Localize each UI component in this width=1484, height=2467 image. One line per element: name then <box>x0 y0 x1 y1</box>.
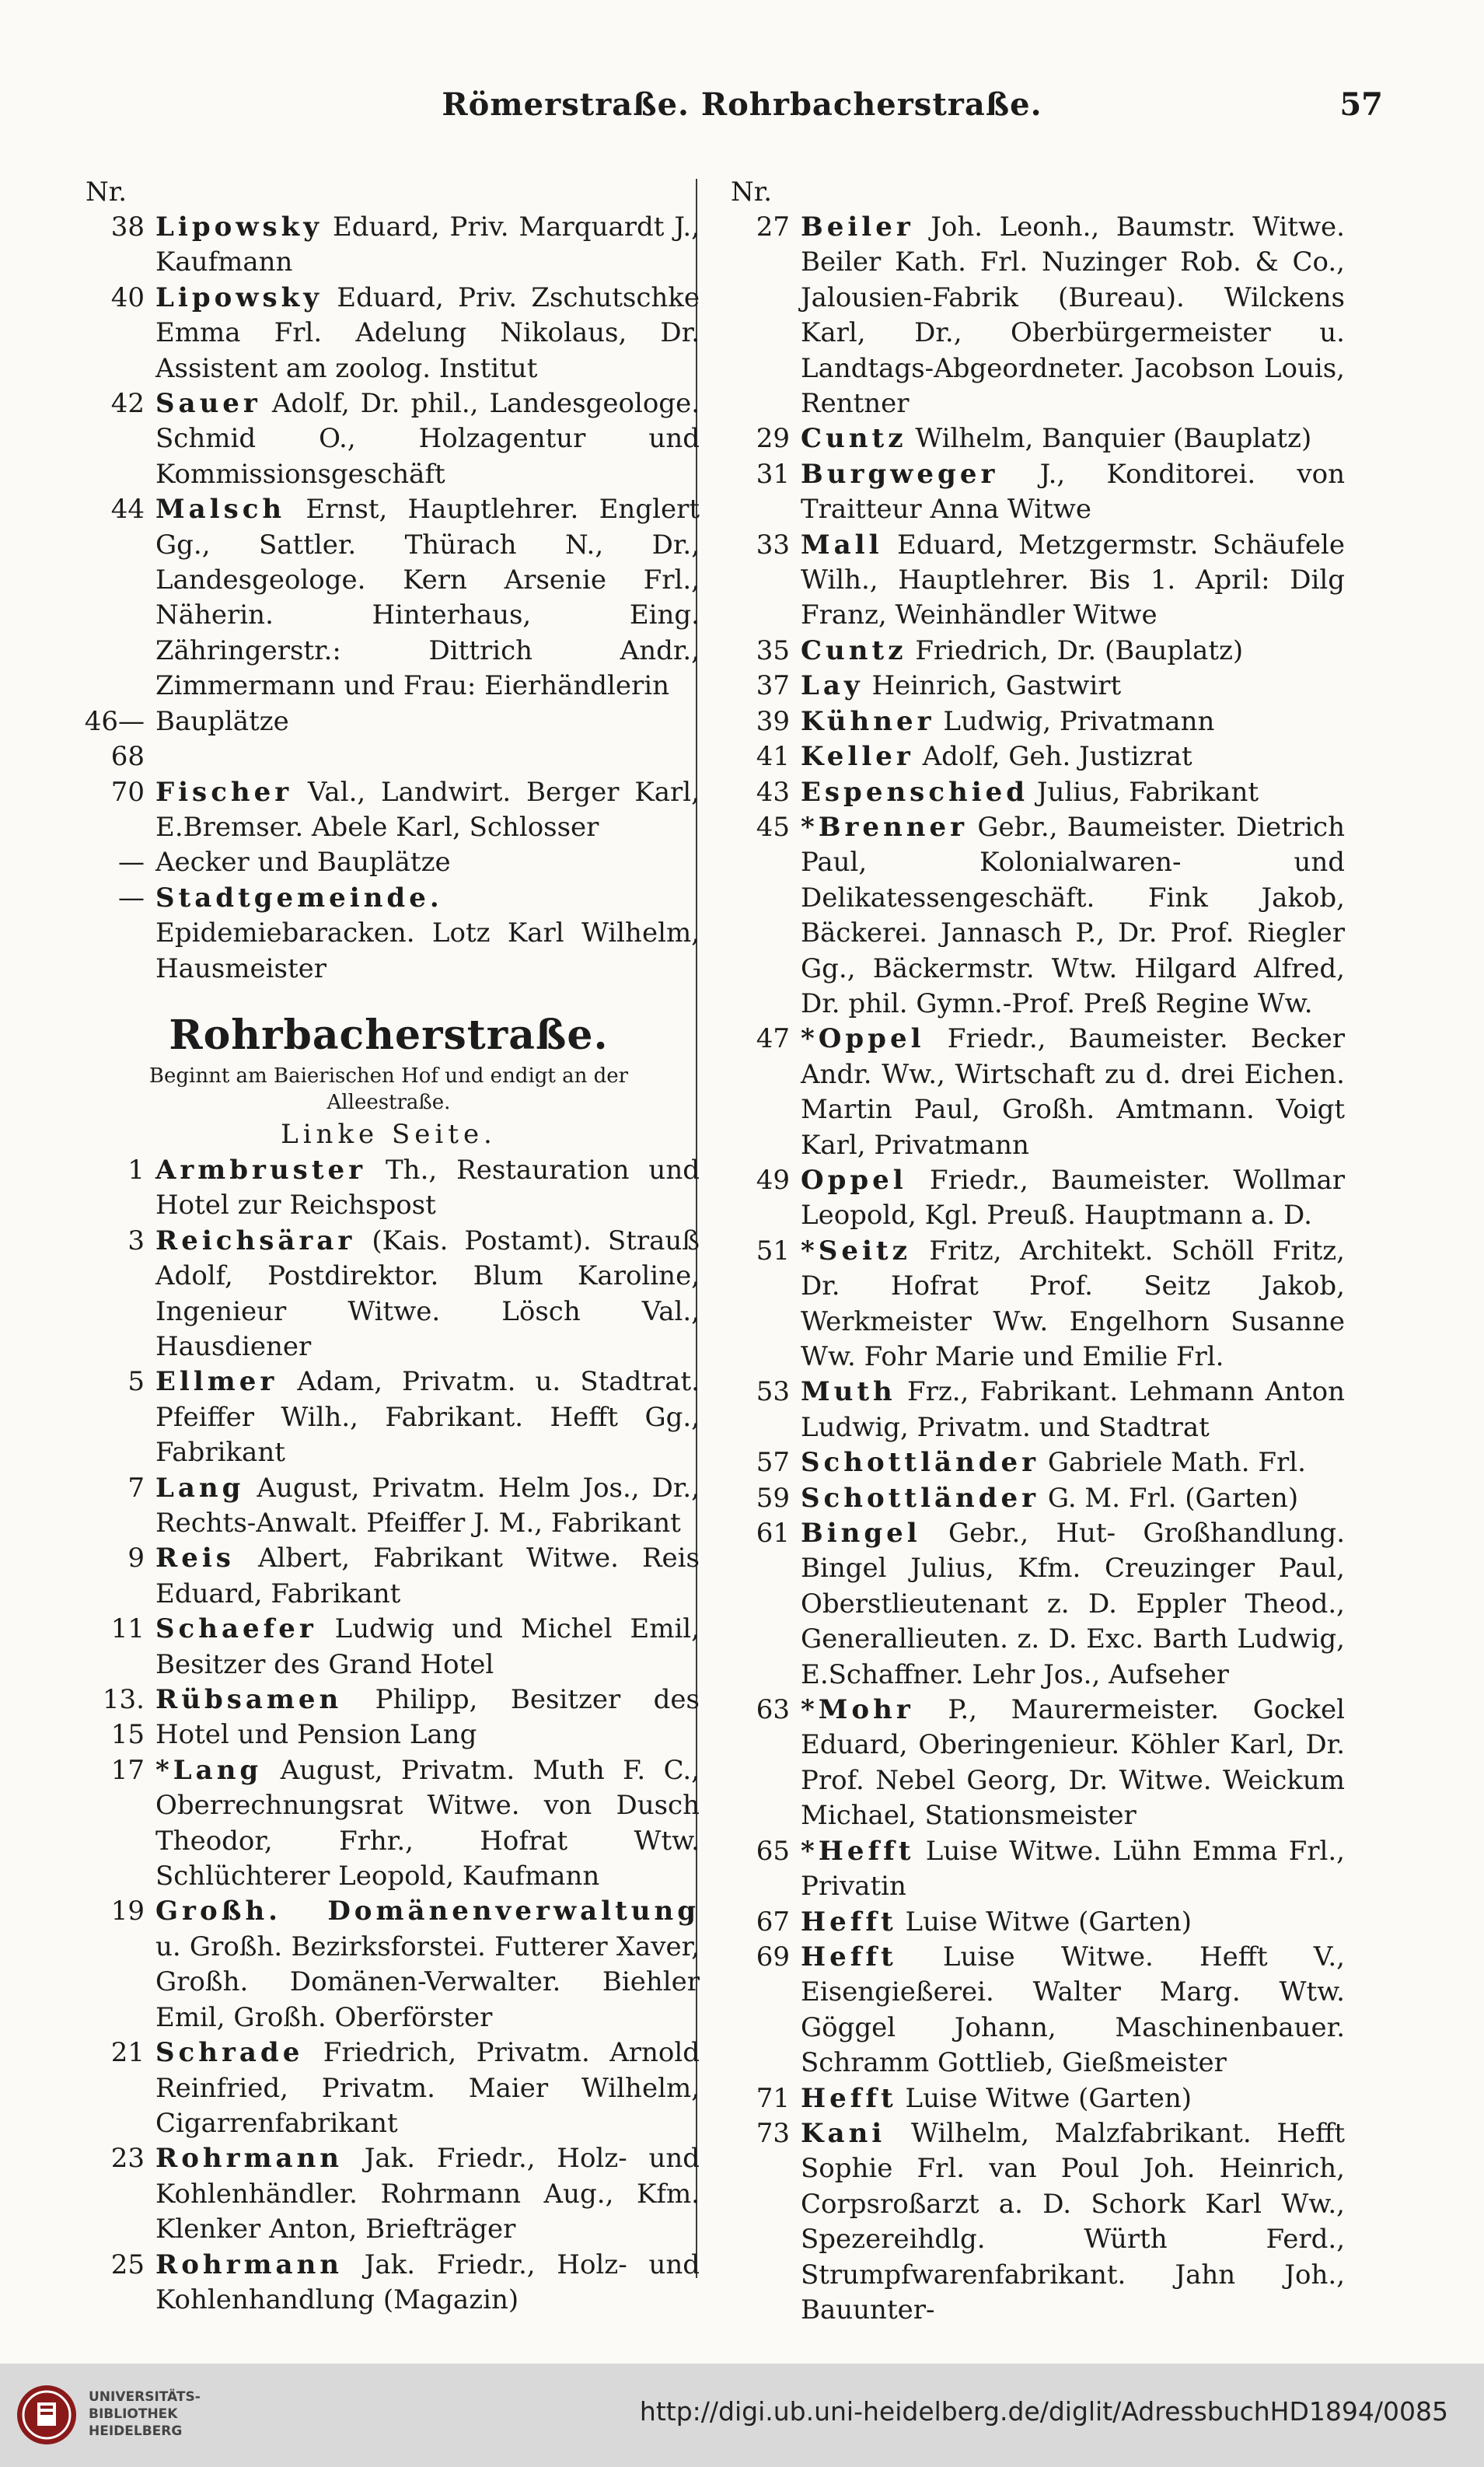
resident-name: Lay <box>801 670 864 702</box>
address-entry <box>723 1234 1345 1375</box>
entry-text <box>801 1481 1345 1516</box>
address-entry <box>78 386 700 492</box>
entry-details: Ludwig, Privatmann <box>934 705 1215 737</box>
entry-text <box>155 1153 700 1224</box>
entry-text <box>155 281 700 386</box>
entry-details: Luise Witwe. Hefft V., Eisengießerei. Walter Marg. Wtw. Göggel Johann, Maschinenbauer. Schramm Gottlieb, Gießmeister <box>801 1941 1345 2079</box>
house-number: — <box>118 882 145 914</box>
address-entry <box>723 457 1345 528</box>
entry-text <box>155 845 700 880</box>
resident-name: Beiler <box>801 211 914 243</box>
house-number: 73 <box>756 2117 790 2149</box>
house-number: 46—68 <box>84 705 145 773</box>
section-side: Linke Seite. <box>281 1118 497 1150</box>
house-number: 35 <box>756 634 790 666</box>
entry-details: Jak. Friedr., Holz- und Kohlenhändler. Rohrmann Aug., Kfm. Klenker Anton, Briefträger <box>155 2143 700 2245</box>
entry-text <box>801 1234 1345 1375</box>
right-column <box>723 175 1345 2328</box>
house-number: 47 <box>756 1023 790 1055</box>
address-entry <box>78 2248 700 2318</box>
nr-label: Nr. <box>731 176 773 208</box>
entry-details: Gebr., Baumeister. Dietrich Paul, Kolonialwaren- und Delikatessengeschäft. Fink Jakob, Bäckerei. Jannasch P., Dr. Prof. Riegler Gg., Bäckermstr. Wtw. Hilgard Alfred, Dr. phil. Gymn.-Prof. Preß Regine Ww. <box>801 811 1345 1019</box>
house-number: 33 <box>756 529 790 561</box>
nr-label: Nr. <box>86 176 127 208</box>
entry-details: Friedrich, Privatm. Arnold Reinfried, Privatm. Maier Wilhelm, Cigarrenfabrikant <box>155 2037 700 2139</box>
address-entry <box>723 1022 1345 1163</box>
address-entry <box>723 669 1345 704</box>
resident-name: Hefft <box>801 1906 897 1938</box>
resident-name: Burgweger <box>801 458 999 490</box>
resident-name: Schottländer <box>801 1447 1040 1479</box>
resident-name: Espenschied <box>801 776 1029 808</box>
entry-text <box>155 881 700 987</box>
address-entry <box>78 1471 700 1542</box>
entry-details: Eduard, Priv. Marquardt J., Kaufmann <box>155 211 700 278</box>
address-entry <box>723 634 1345 669</box>
entry-text <box>801 2116 1345 2328</box>
house-number: 3 <box>127 1225 145 1256</box>
entry-details: Friedr., Baumeister. Becker Andr. Ww., Wirtschaft zu d. drei Eichen. Martin Paul, Großh. Amtmann. Voigt Karl, Privatmann <box>801 1023 1345 1161</box>
entry-list <box>723 210 1345 2328</box>
address-entry <box>723 810 1345 1022</box>
address-entry <box>78 881 700 987</box>
house-number: — <box>118 847 145 879</box>
resident-name: Lipowsky <box>155 211 323 243</box>
address-entry <box>78 704 700 775</box>
entry-details: Julius, Fabrikant <box>1028 776 1259 808</box>
entry-text <box>155 1753 700 1895</box>
entry-text <box>155 386 700 492</box>
address-entry <box>723 704 1345 739</box>
house-number: 71 <box>756 2082 790 2114</box>
entry-text <box>801 1693 1345 1834</box>
entry-details: G. M. Frl. (Garten) <box>1039 1482 1299 1514</box>
address-entry <box>723 739 1345 774</box>
entry-details: Jak. Friedr., Holz- und Kohlenhandlung (Magazin) <box>155 2249 700 2315</box>
resident-name: Schrade <box>155 2037 304 2069</box>
house-number: 13. 15 <box>102 1684 145 1751</box>
entry-details: J., Konditorei. von Traitteur Anna Witwe <box>801 458 1345 526</box>
address-entry <box>78 1365 700 1470</box>
entry-details: Adolf, Dr. phil., Landesgeologe. Schmid O., Holzagentur und Kommissionsgeschäft <box>155 388 700 490</box>
entry-text <box>155 1612 700 1683</box>
address-entry <box>78 210 700 281</box>
entry-details: Luise Witwe (Garten) <box>896 1906 1192 1938</box>
entry-text <box>155 2141 700 2247</box>
address-entry <box>78 1753 700 1895</box>
house-number: 43 <box>756 776 790 808</box>
resident-name: *Oppel <box>801 1023 925 1055</box>
library-name <box>89 2388 201 2440</box>
address-entry <box>78 1224 700 1365</box>
resident-name: Rohrmann <box>155 2143 344 2175</box>
address-entry <box>723 1481 1345 1516</box>
address-entry <box>723 2081 1345 2116</box>
resident-name: Lang <box>155 1472 245 1504</box>
house-number: 17 <box>110 1754 145 1786</box>
entry-details: Gabriele Math. Frl. <box>1039 1447 1306 1479</box>
resident-name: Sauer <box>155 388 261 420</box>
resident-name: Schottländer <box>801 1482 1040 1514</box>
entry-details: August, Privatm. Helm Jos., Dr., Rechts-Anwalt. Pfeiffer J. M., Fabrikant <box>155 1472 700 1539</box>
resident-name: Hefft <box>801 1941 897 1973</box>
house-number: 5 <box>127 1366 145 1398</box>
address-entry <box>78 775 700 846</box>
address-entry <box>78 281 700 386</box>
entry-details: Adam, Privatm. u. Stadtrat. Pfeiffer Wilh., Fabrikant. Hefft Gg., Fabrikant <box>155 1366 700 1469</box>
entry-text <box>155 1365 700 1470</box>
entry-details: u. Großh. Bezirksforstei. Futterer Xaver, Großh. Domänen-Verwalter. Biehler Emil, Großh. Oberförster <box>155 1931 700 2033</box>
house-number: 51 <box>756 1235 790 1267</box>
entry-details: Th., Restauration und Hotel zur Reichspost <box>155 1154 700 1221</box>
address-entry <box>723 1445 1345 1480</box>
entry-details: Aecker und Bauplätze <box>155 847 451 879</box>
resident-name: Schaefer <box>155 1613 317 1645</box>
entry-details: Luise Witwe (Garten) <box>896 2082 1192 2114</box>
resident-name: *Lang <box>155 1754 263 1786</box>
entry-details: Gebr., Hut- Großhandlung. Bingel Julius, Kfm. Creuzinger Paul, Oberstlieutenant z. D. Eppler Theod., Generallieuten. z. D. Exc. Barth Ludwig, E.Schaffner. Lehr Jos., Aufseher <box>801 1518 1345 1690</box>
entry-text <box>801 634 1345 669</box>
house-number: 27 <box>756 211 790 243</box>
running-title: Römerstraße. Rohrbacherstraße. <box>442 86 1042 123</box>
logo-line: HEIDELBERG <box>89 2423 183 2439</box>
house-number: 38 <box>110 211 145 243</box>
resident-name: Keller <box>801 741 914 773</box>
house-number: 42 <box>110 388 145 420</box>
address-entry <box>78 2141 700 2247</box>
entry-details: Eduard, Priv. Zschutschke Emma Frl. Adelung Nikolaus, Dr. Assistent am zoolog. Institut <box>155 281 700 384</box>
house-number: 63 <box>756 1694 790 1726</box>
address-entry <box>723 210 1345 421</box>
entry-text <box>801 775 1345 810</box>
resident-name: Großh. Domänenverwaltung <box>155 1896 700 1927</box>
page-number: 57 <box>1339 86 1383 123</box>
address-entry <box>723 1516 1345 1693</box>
address-entry <box>78 492 700 704</box>
entry-text <box>801 1022 1345 1163</box>
house-number: 39 <box>756 705 790 737</box>
house-number: 7 <box>127 1472 145 1504</box>
entry-details: Albert, Fabrikant Witwe. Reis Eduard, Fabrikant <box>155 1543 700 1609</box>
resident-name: *Mohr <box>801 1694 914 1726</box>
entry-text <box>155 2035 700 2141</box>
entry-details: Eduard, Metzgermstr. Schäufele Wilh., Hauptlehrer. Bis 1. April: Dilg Franz, Weinhändler Witwe <box>801 529 1345 631</box>
resident-name: Ellmer <box>155 1366 278 1398</box>
entry-text <box>801 528 1345 634</box>
resident-name: Rübsamen <box>155 1684 343 1716</box>
entry-text <box>801 704 1345 739</box>
house-number: 65 <box>756 1835 790 1867</box>
entry-details: Val., Landwirt. Berger Karl, E.Bremser. Abele Karl, Schlosser <box>155 776 700 843</box>
house-number: 45 <box>756 811 790 843</box>
resident-name: Muth <box>801 1376 896 1408</box>
house-number: 29 <box>756 423 790 455</box>
entry-list <box>78 1153 700 2318</box>
entry-text <box>801 210 1345 421</box>
house-number: 37 <box>756 670 790 702</box>
address-entry <box>723 528 1345 634</box>
house-number: 44 <box>110 494 145 526</box>
house-number: 70 <box>110 776 145 808</box>
house-number: 41 <box>756 741 790 773</box>
entry-text <box>155 1224 700 1365</box>
left-column <box>78 175 700 2318</box>
entry-text <box>801 669 1345 704</box>
library-seal-icon <box>14 2382 79 2448</box>
house-number: 25 <box>110 2249 145 2280</box>
house-number: 19 <box>110 1896 145 1927</box>
entry-details: Fritz, Architekt. Schöll Fritz, Dr. Hofrat Prof. Seitz Jakob, Werkmeister Ww. Engelhorn Susanne Ww. Fohr Marie und Emilie Frl. <box>801 1235 1345 1372</box>
resident-name: Malsch <box>155 494 286 526</box>
entry-text <box>801 1445 1345 1480</box>
house-number: 31 <box>756 458 790 490</box>
address-entry <box>78 1612 700 1683</box>
address-entry <box>723 1940 1345 2081</box>
house-number: 11 <box>110 1613 145 1645</box>
house-number: 21 <box>110 2037 145 2069</box>
resident-name: Rohrmann <box>155 2249 344 2280</box>
resident-name: *Brenner <box>801 811 969 843</box>
entry-text <box>155 1471 700 1542</box>
entry-details: Ernst, Hauptlehrer. Englert Gg., Sattler. Thürach N., Dr., Landesgeologe. Kern Arsenie Frl., Näherin. Hinterhaus, Eing. Zähringerstr.: Dittrich Andr., Zimmermann und Frau: Eierhändlerin <box>155 494 700 702</box>
resident-name: Reis <box>155 1543 235 1574</box>
entry-text <box>801 2081 1345 2116</box>
address-entry <box>723 775 1345 810</box>
resident-name: Reichsärar <box>155 1225 356 1256</box>
resident-name: Cuntz <box>801 634 907 666</box>
entry-details: Wilhelm, Malzfabrikant. Hefft Sophie Frl. van Poul Joh. Heinrich, Corpsroßarzt a. D. Schork Karl Ww., Spezereihdlg. Würth Ferd., Strumpfwarenfabrikant. Jahn Joh., Bauunter- <box>801 2117 1345 2325</box>
entry-details: Adolf, Geh. Justizrat <box>913 741 1192 773</box>
section-subtitle: Beginnt am Baierischen Hof und endigt an der Alleestraße. <box>148 1064 629 1114</box>
entry-details: Wilhelm, Banquier (Bauplatz) <box>906 423 1312 455</box>
address-entry <box>723 1834 1345 1905</box>
resident-name: Bingel <box>801 1518 921 1550</box>
entry-text <box>155 1541 700 1612</box>
resident-name: Mall <box>801 529 883 561</box>
address-entry <box>78 1683 700 1753</box>
entry-text <box>801 1375 1345 1445</box>
entry-text <box>155 210 700 281</box>
house-number: 53 <box>756 1376 790 1408</box>
resident-name: Hefft <box>801 2082 897 2114</box>
entry-text <box>801 1905 1345 1940</box>
resident-name: *Hefft <box>801 1835 915 1867</box>
house-number: 9 <box>127 1543 145 1574</box>
entry-details: August, Privatm. Muth F. C., Oberrechnungsrat Witwe. von Dusch Theodor, Frhr., Hofrat Wtw. Schlüchterer Leopold, Kaufmann <box>155 1754 700 1892</box>
address-entry <box>723 2116 1345 2328</box>
house-number: 40 <box>110 281 145 313</box>
entry-details: Friedrich, Dr. (Bauplatz) <box>906 634 1244 666</box>
entry-text <box>801 1834 1345 1905</box>
entry-details: P., Maurermeister. Gockel Eduard, Oberingenieur. Köhler Karl, Dr. Prof. Nebel Georg, Dr. Witwe. Weickum Michael, Stationsmeister <box>801 1694 1345 1832</box>
resident-name: Cuntz <box>801 423 907 455</box>
entry-text <box>155 775 700 846</box>
house-number: 59 <box>756 1482 790 1514</box>
entry-details: Luise Witwe. Lühn Emma Frl., Privatin <box>801 1835 1345 1903</box>
address-entry <box>78 1894 700 2035</box>
address-entry <box>723 421 1345 456</box>
section-title: Rohrbacherstraße. <box>169 1011 609 1059</box>
entry-text <box>155 1894 700 2035</box>
entry-details: Philipp, Besitzer des Hotel und Pension Lang <box>155 1684 700 1751</box>
resident-name: Oppel <box>801 1164 907 1196</box>
resident-name: *Seitz <box>801 1235 911 1267</box>
resident-name: Fischer <box>155 776 293 808</box>
entry-text <box>801 739 1345 774</box>
resident-name: Armbruster <box>155 1154 367 1186</box>
house-number: 57 <box>756 1447 790 1479</box>
entry-text <box>155 492 700 704</box>
entry-list <box>78 210 700 987</box>
entry-text <box>801 457 1345 528</box>
logo-line: BIBLIOTHEK <box>89 2406 178 2422</box>
entry-details: Frz., Fabrikant. Lehmann Anton Ludwig, Privatm. und Stadtrat <box>801 1376 1345 1443</box>
resident-name: Lipowsky <box>155 281 323 313</box>
address-entry <box>78 2035 700 2141</box>
entry-details: (Kais. Postamt). Strauß Adolf, Postdirektor. Blum Karoline, Ingenieur Witwe. Lösch Val., Hausdiener <box>155 1225 700 1362</box>
entry-details: Epidemiebaracken. Lotz Karl Wilhelm, Hausmeister <box>155 917 700 984</box>
entry-details: Heinrich, Gastwirt <box>863 670 1122 702</box>
entry-text <box>801 1516 1345 1693</box>
logo-line: UNIVERSITÄTS- <box>89 2389 201 2405</box>
entry-details: Bauplätze <box>155 705 289 737</box>
house-number: 61 <box>756 1518 790 1550</box>
address-entry <box>78 845 700 880</box>
address-entry <box>723 1693 1345 1834</box>
house-number: 69 <box>756 1941 790 1973</box>
address-entry <box>78 1153 700 1224</box>
entry-details: Ludwig und Michel Emil, Besitzer des Grand Hotel <box>155 1613 700 1680</box>
entry-text <box>801 421 1345 456</box>
address-entry <box>723 1163 1345 1234</box>
house-number: 1 <box>127 1154 145 1186</box>
entry-text <box>155 704 700 775</box>
house-number: 49 <box>756 1164 790 1196</box>
house-number: 67 <box>756 1906 790 1938</box>
resident-name: Kani <box>801 2117 886 2149</box>
resident-name: Kühner <box>801 705 935 737</box>
entry-details: Friedr., Baumeister. Wollmar Leopold, Kgl. Preuß. Hauptmann a. D. <box>801 1164 1345 1232</box>
house-number: 23 <box>110 2143 145 2175</box>
entry-details: Joh. Leonh., Baumstr. Witwe. Beiler Kath. Frl. Nuzinger Rob. & Co., Jalousien-Fabrik (Bureau). Wilckens Karl, Dr., Oberbürgermeister u. Landtags-Abgeordneter. Jacobson Louis, Rentner <box>801 211 1345 420</box>
address-entry <box>723 1905 1345 1940</box>
page-header <box>70 82 1414 136</box>
source-url[interactable]: http://digi.ub.uni-heidelberg.de/diglit/AdressbuchHD1894/0085 <box>639 2396 1448 2427</box>
entry-text <box>801 810 1345 1022</box>
address-entry <box>78 1541 700 1612</box>
library-logo[interactable] <box>14 2378 294 2455</box>
resident-name: Stadtgemeinde. <box>155 882 443 914</box>
entry-text <box>801 1163 1345 1234</box>
entry-text <box>155 1683 700 1753</box>
entry-text <box>155 2248 700 2318</box>
entry-text <box>801 1940 1345 2081</box>
address-entry <box>723 1375 1345 1445</box>
viewer-footer <box>0 2364 1484 2467</box>
